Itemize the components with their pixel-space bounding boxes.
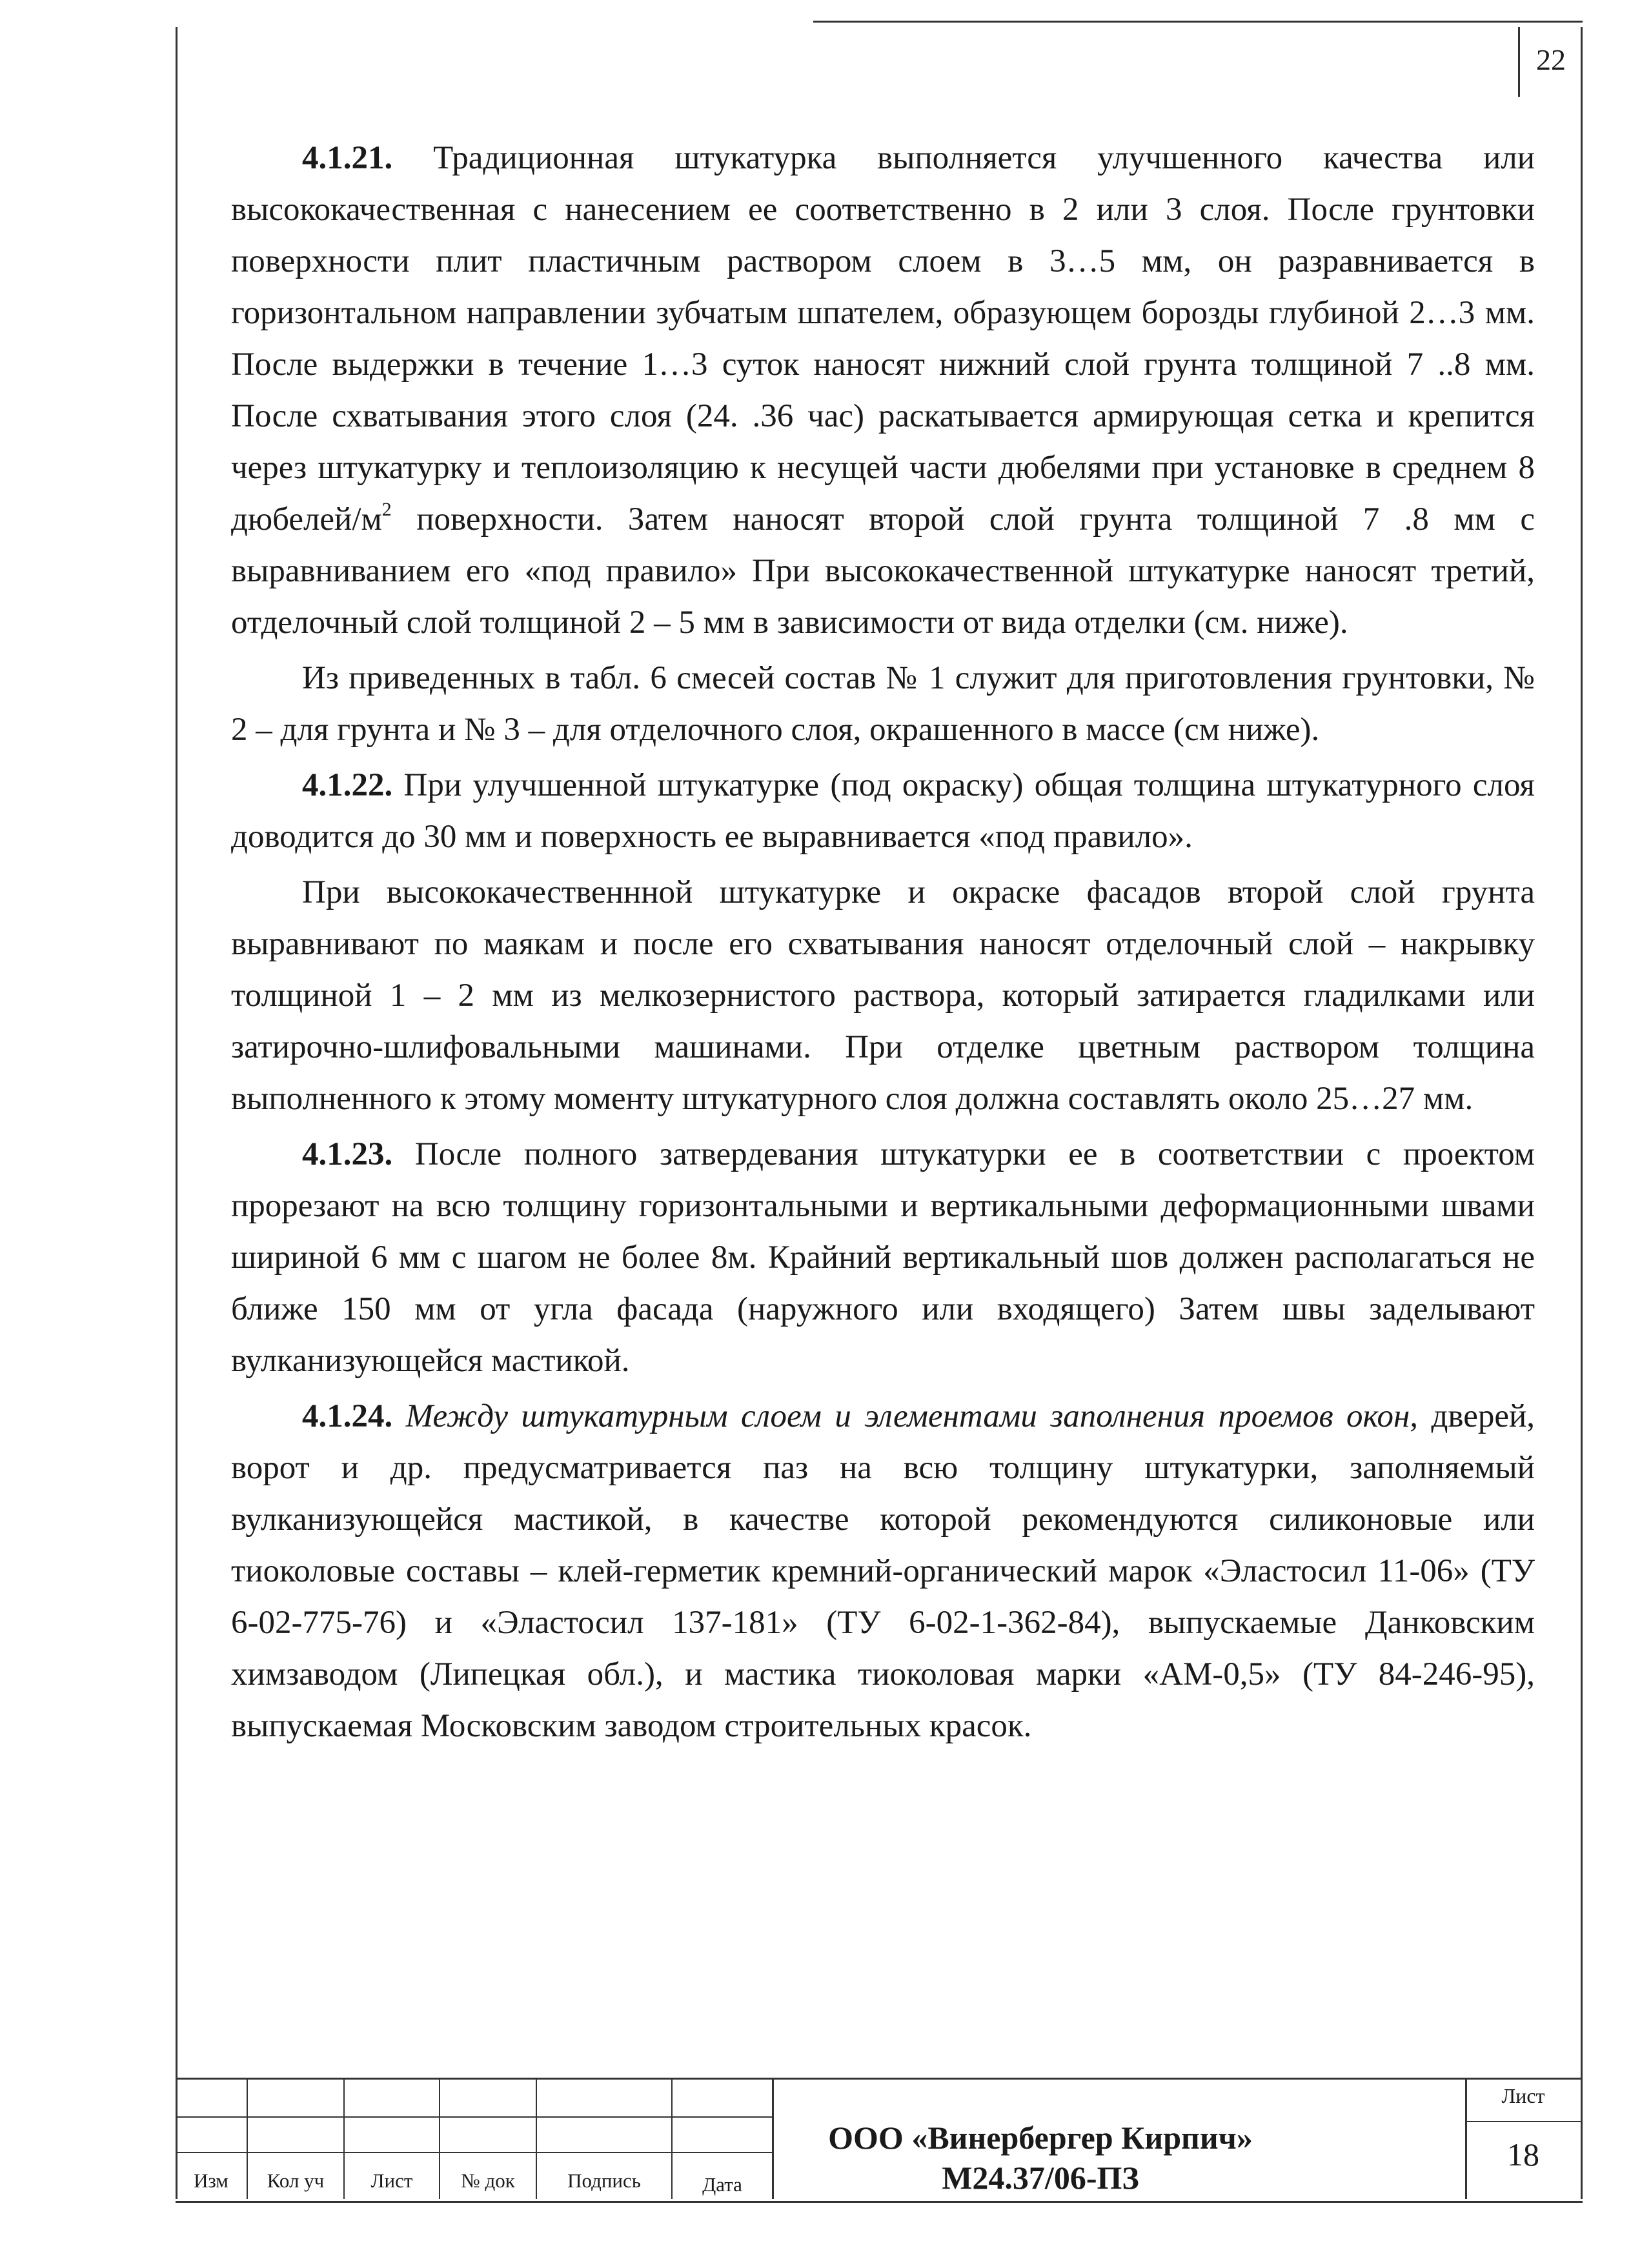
stamp-row-line [176,2116,773,2118]
paragraph-4-1-21 [231,132,1535,648]
stamp-row-line [1465,2121,1581,2122]
clause-number: 4.1.21. [302,140,393,176]
paragraph-4-1-24 [231,1390,1535,1752]
stamp-col-signature: Подпись [567,2169,641,2192]
company-name: ООО «Винербергер Кирпич» [828,2120,1253,2156]
paragraph-text: После полного затвердевания штукатурки ее в соответствии с проектом прорезают на всю толщину горизонтальными и вертикальными деформационными швами шириной 6 мм с шагом не более 8м. Крайний вертикальный шов должен располагаться не ближе 150 мм от угла фасада (наружного или входящего) Затем швы заделывают вулканизующейся мастикой. [231,1136,1535,1379]
frame-left [176,27,177,2199]
stamp-row-line [176,2152,773,2153]
paragraph-4-1-22 [231,759,1535,863]
clause-number: 4.1.22. [302,767,393,803]
paragraph-text: Традиционная штукатурка выполняется улучшенного качества или высококачественная с нанесением ее соответственно в 2 или 3 слоя. После грунтовки поверхности плит пластичным раствором слоем в 3…5 мм, он разравнивается в горизонтальном направлении зубчатым шпателем, образующем борозды глубиной 2…3 мм. После выдержки в течение 1…3 суток наносят нижний слой грунта толщиной 7 ..8 мм. После схватывания этого слоя (24. .36 час) раскатывается армирующая сетка и крепится через штукатурку и теплоизоляцию к несущей части дюбелями при установке в среднем 8 дюбелей/м [231,140,1535,537]
paragraph-text: дверей, ворот и др. предусматривается паз на всю толщину штукатурки, заполняемый вулканизующейся мастикой, в качестве которой рекомендуются силиконовые или тиоколовые составы – клей-герметик кремний-органический марок «Эластосил 11-06» (ТУ 6-02-775-76) и «Эластосил 137-181» (ТУ 6-02-1-362-84), выпускаемые Данковским химзаводом (Липецкая обл.), и мастика тиоколовая марки «АМ-0,5» (ТУ 84-246-95), выпускаемая Московским заводом строительных красок. [231,1398,1535,1744]
paragraph-high-quality: При высококачественнной штукатурке и окраске фасадов второй слой грунта выравнивают по маякам и после его схватывания наносят отделочный слой – накрывку толщиной 1 – 2 мм из мелкозернистого раствора, который затирается гладилками или затирочно-шлифовальными машинами. При отделке цветным раствором толщина выполненного к этому моменту штукатурного слоя должна составлять около 25…27 мм. [231,874,1535,1117]
italic-text: Между штукатурным слоем и элементами заполнения проемов окон, [392,1398,1419,1434]
stamp-company [795,2118,1286,2198]
document-body [231,132,1535,1756]
sheet-label: Лист [1501,2084,1545,2107]
document-code: М24.37/06-ПЗ [942,2160,1139,2196]
page-number: 22 [1536,43,1566,76]
paragraph-text: При улучшенной штукатурке (под окраску) общая толщина штукатурного слоя доводится до 30 мм и поверхность ее выравнивается «под правило». [231,767,1535,855]
paragraph-4-1-23 [231,1129,1535,1387]
stamp-col-izm: Изм [194,2169,228,2192]
sheet-number: 18 [1507,2136,1539,2173]
frame-right [1581,27,1583,2199]
superscript: 2 [381,499,392,520]
paragraph-table-6: Из приведенных в табл. 6 смесей состав № 1 служит для приготовления грунтовки, № 2 – для грунта и № 3 – для отделочного слоя, окрашенного в массе (см ниже). [231,660,1535,748]
stamp-col-date: Дата [702,2173,742,2196]
stamp-col-kol-uch: Кол уч [267,2169,325,2192]
frame-top [813,21,1583,23]
paragraph-text: поверхности. Затем наносят второй слой грунта толщиной 7 .8 мм с выравниванием его «под правило» При высококачественной штукатурке наносят третий, отделочный слой толщиной 2 – 5 мм в зависимости от вида отделки (см. ниже). [231,501,1535,641]
stamp-col-doc-no: № док [461,2169,515,2192]
stamp-col-line [772,2078,774,2199]
stamp-col-list: Лист [370,2169,413,2192]
clause-number: 4.1.24. [302,1398,393,1434]
clause-number: 4.1.23. [302,1136,393,1172]
